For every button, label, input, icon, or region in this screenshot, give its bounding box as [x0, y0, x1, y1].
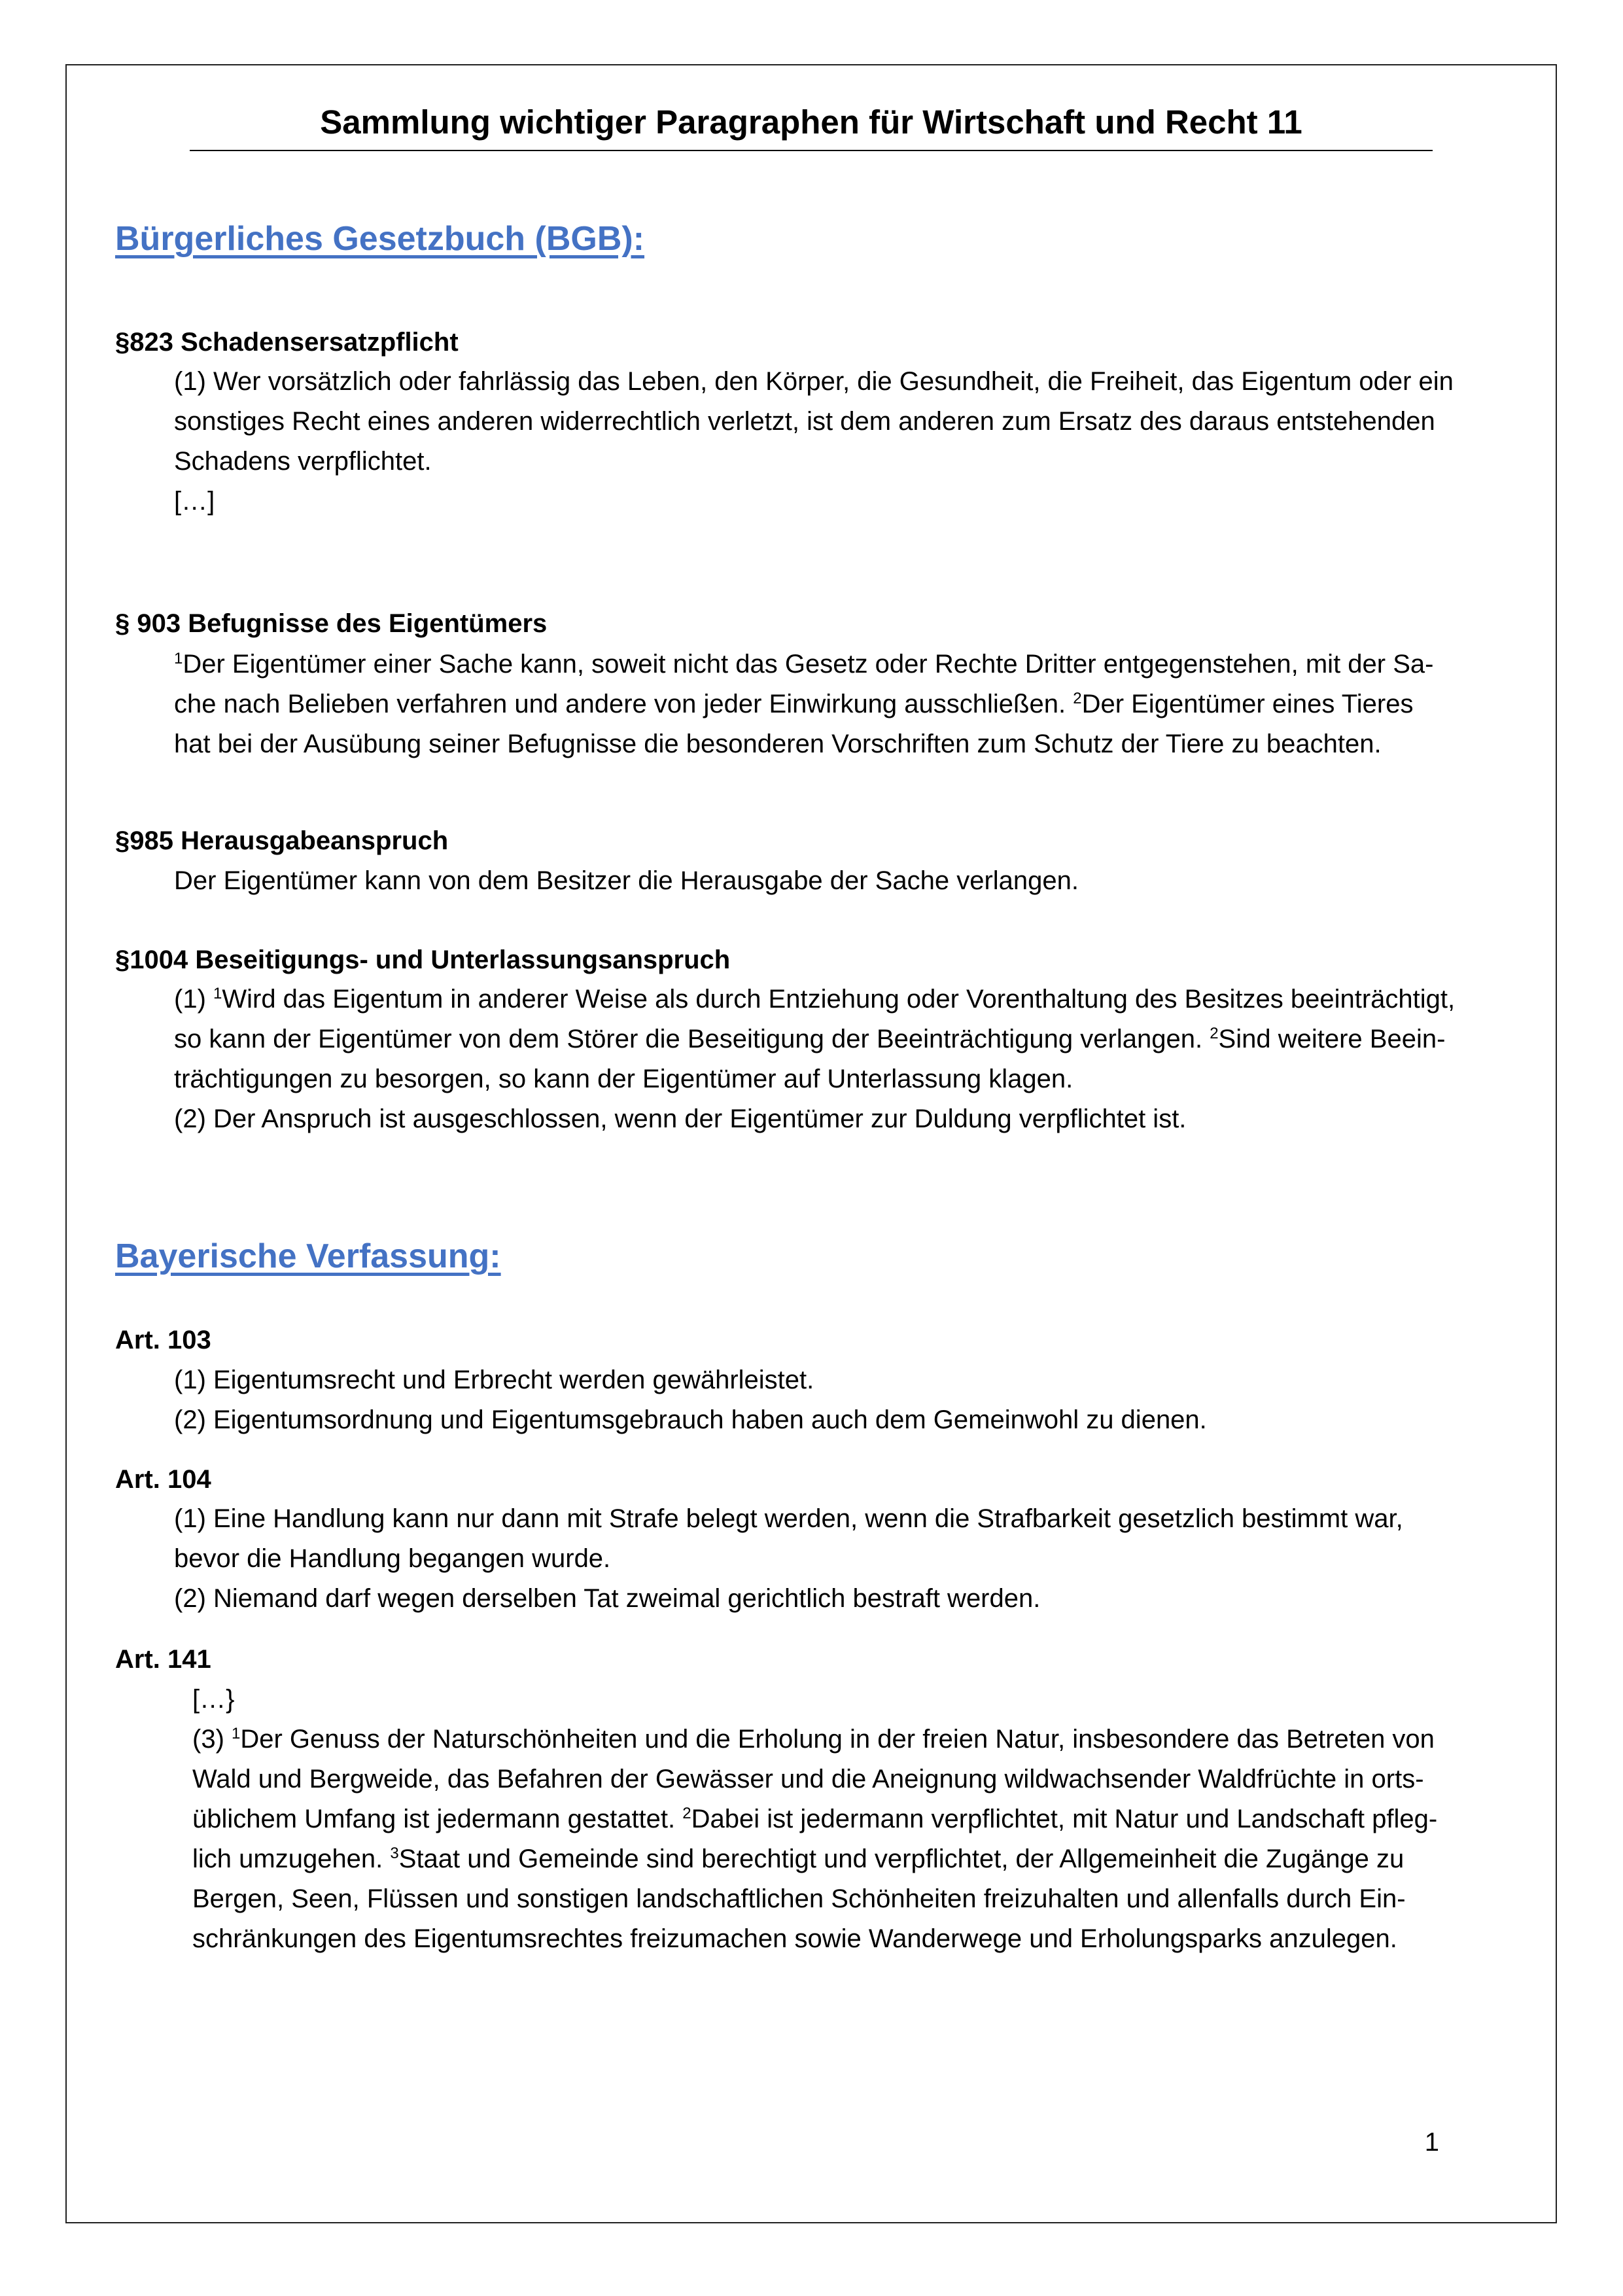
article-body-141 — [192, 1680, 1506, 1959]
text-line: (1) Wer vorsätzlich oder fahrlässig das Leben, den Körper, die Gesundheit, die Freiheit, das Eigentum oder ein — [174, 367, 1454, 396]
text-line: bevor die Handlung begangen wurde. — [174, 1544, 611, 1573]
text-line: Der Eigentümer kann von dem Besitzer die Herausgabe der Sache verlangen. — [174, 866, 1079, 895]
text-line: (2) Der Anspruch ist ausgeschlossen, wenn der Eigentümer zur Duldung verpflichtet ist. — [174, 1104, 1187, 1133]
text-line — [192, 1839, 1506, 1879]
sentence-number: 1 — [174, 650, 183, 667]
paragraph-body-985 — [174, 861, 1506, 901]
article-title-103: Art. 103 — [115, 1326, 211, 1354]
text-line: (2) Niemand darf wegen derselben Tat zweimal gerichtlich bestraft werden. — [174, 1584, 1041, 1613]
article-title-104: Art. 104 — [115, 1465, 211, 1494]
text-span: Wird das Eigentum in anderer Weise als durch Entziehung oder Vorenthaltung des Besitzes beeinträchtigt, — [222, 985, 1456, 1014]
text-span: Der Eigentümer eines Tieres — [1081, 690, 1414, 718]
text-span: (3) — [192, 1725, 232, 1754]
text-line: Bergen, Seen, Flüssen und sonstigen landschaftlichen Schönheiten freizuhalten und allenfalls durch Ein- — [192, 1884, 1406, 1913]
text-span: Staat und Gemeinde sind berechtigt und verpflichtet, der Allgemeinheit die Zugänge zu — [398, 1845, 1405, 1873]
text-line: hat bei der Ausübung seiner Befugnisse die besonderen Vorschriften zum Schutz der Tiere zu beachten. — [174, 730, 1382, 758]
text-line: (1) Eigentumsrecht und Erbrecht werden gewährleistet. — [174, 1366, 814, 1394]
text-line: schränkungen des Eigentumsrechtes freizumachen sowie Wanderwege und Erholungsparks anzulegen. — [192, 1924, 1397, 1953]
text-span: Der Eigentümer einer Sache kann, soweit nicht das Gesetz oder Rechte Dritter entgegenstehen, mit der Sa- — [183, 650, 1434, 679]
text-line — [174, 1019, 1506, 1059]
text-span: Der Genuss der Naturschönheiten und die Erholung in der freien Natur, insbesondere das Betreten von — [240, 1725, 1435, 1754]
paragraph-title-1004: §1004 Beseitigungs- und Unterlassungsanspruch — [115, 945, 731, 974]
text-line: (1) Eine Handlung kann nur dann mit Strafe belegt werden, wenn die Strafbarkeit gesetzlich bestimmt war, — [174, 1504, 1403, 1533]
text-line — [174, 980, 1506, 1019]
sentence-number: 3 — [390, 1845, 399, 1862]
text-line — [174, 645, 1506, 684]
text-line: Wald und Bergweide, das Befahren der Gewässer und die Aneignung wildwachsender Waldfrüchte in orts- — [192, 1765, 1424, 1793]
paragraph-body-903 — [174, 645, 1506, 764]
text-line: […} — [192, 1685, 235, 1714]
text-line: Schadens verpflichtet. — [174, 447, 432, 476]
text-line — [192, 1799, 1506, 1839]
article-body-104 — [174, 1499, 1506, 1619]
section-heading-bv: Bayerische Verfassung: — [115, 1237, 501, 1275]
text-line — [192, 1720, 1506, 1759]
article-body-103 — [174, 1360, 1506, 1440]
text-line — [174, 684, 1506, 724]
text-line: […] — [174, 487, 215, 516]
paragraph-title-823: §823 Schadensersatzpflicht — [115, 328, 459, 357]
page-number: 1 — [1424, 2128, 1439, 2157]
text-span: (1) — [174, 985, 213, 1014]
text-span: üblichem Umfang ist jedermann gestattet. — [192, 1805, 683, 1833]
text-span: so kann der Eigentümer von dem Störer die Beseitigung der Beeinträchtigung verlangen. — [174, 1025, 1210, 1053]
sentence-number: 1 — [232, 1725, 241, 1742]
document-title: Sammlung wichtiger Paragraphen für Wirtschaft und Recht 11 — [320, 103, 1302, 141]
text-span: Sind weitere Beein- — [1218, 1025, 1446, 1053]
paragraph-title-985: §985 Herausgabeanspruch — [115, 826, 449, 855]
sentence-number: 1 — [213, 985, 222, 1002]
sentence-number: 2 — [682, 1805, 691, 1822]
sentence-number: 2 — [1073, 690, 1082, 707]
text-line: trächtigungen zu besorgen, so kann der Eigentümer auf Unterlassung klagen. — [174, 1065, 1073, 1093]
text-span: Dabei ist jedermann verpflichtet, mit Natur und Landschaft pfleg- — [691, 1805, 1438, 1833]
text-span: che nach Belieben verfahren und andere von jeder Einwirkung ausschließen. — [174, 690, 1073, 718]
text-line: sonstiges Recht eines anderen widerrechtlich verletzt, ist dem anderen zum Ersatz des daraus entstehenden — [174, 407, 1435, 436]
section-heading-bgb: Bürgerliches Gesetzbuch (BGB): — [115, 220, 645, 258]
paragraph-title-903: § 903 Befugnisse des Eigentümers — [115, 609, 548, 638]
sentence-number: 2 — [1210, 1025, 1219, 1042]
title-underline — [190, 150, 1433, 151]
paragraph-body-1004 — [174, 980, 1506, 1139]
text-line: (2) Eigentumsordnung und Eigentumsgebrauch haben auch dem Gemeinwohl zu dienen. — [174, 1405, 1207, 1434]
text-span: lich umzugehen. — [192, 1845, 391, 1873]
article-title-141: Art. 141 — [115, 1645, 211, 1674]
paragraph-body-823 — [174, 362, 1506, 521]
